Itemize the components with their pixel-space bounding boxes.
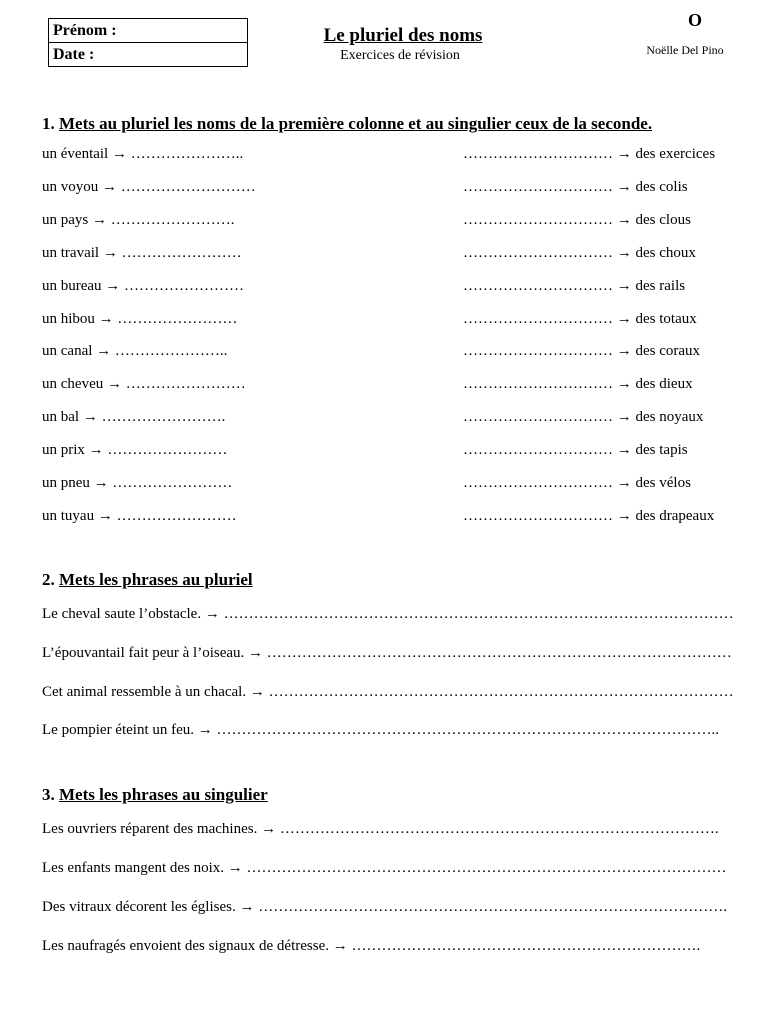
section1-heading: Mets au pluriel les noms de la première colonne et au singulier ceux de la seconde. [59, 114, 653, 133]
page-title: Le pluriel des noms [323, 25, 483, 46]
exercise-row [0, 376, 768, 396]
singular-item[interactable]: un hibou → …………………… [42, 311, 238, 327]
plural-item[interactable]: ………………………… → des dieux [463, 376, 693, 392]
plural-item[interactable]: ………………………… → des colis [463, 179, 688, 195]
date-field[interactable] [49, 42, 247, 66]
section1-number: 1. [42, 114, 55, 133]
exercise-row [0, 311, 768, 331]
exercise-row [0, 179, 768, 199]
section3-title [42, 785, 268, 805]
singular-item[interactable]: un canal → ………………….. [42, 343, 228, 359]
prenom-field[interactable] [49, 19, 247, 42]
exercise-row [0, 343, 768, 363]
plural-item[interactable]: ………………………… → des drapeaux [463, 508, 715, 524]
singular-item[interactable]: un bureau → …………………… [42, 278, 245, 294]
singular-item[interactable]: un pays → ……………………. [42, 212, 235, 228]
prenom-label: Prénom : [53, 22, 117, 39]
exercise-row [0, 508, 768, 528]
plural-item[interactable]: ………………………… → des exercices [463, 146, 716, 162]
section2-title [42, 570, 253, 590]
exercise-row [0, 409, 768, 429]
sentence-exercise[interactable]: Le pompier éteint un feu. → ……………………………………………………………………………………….. [42, 722, 720, 738]
plural-item[interactable]: ………………………… → des coraux [463, 343, 701, 359]
section3-heading: Mets les phrases au singulier [59, 785, 268, 804]
section3-number: 3. [42, 785, 55, 804]
section2-number: 2. [42, 570, 55, 589]
exercise-row [0, 278, 768, 298]
singular-item[interactable]: un éventail → ………………….. [42, 146, 244, 162]
singular-item[interactable]: un travail → …………………… [42, 245, 242, 261]
singular-item[interactable]: un voyou → ……………………… [42, 179, 256, 195]
plural-item[interactable]: ………………………… → des totaux [463, 311, 697, 327]
section1-title [42, 114, 652, 134]
plural-item[interactable]: ………………………… → des rails [463, 278, 686, 294]
section2-heading: Mets les phrases au pluriel [59, 570, 253, 589]
singular-item[interactable]: un bal → ……………………. [42, 409, 226, 425]
plural-item[interactable]: ………………………… → des vélos [463, 475, 691, 491]
exercise-row [0, 146, 768, 166]
singular-item[interactable]: un tuyau → …………………… [42, 508, 237, 524]
date-label: Date : [53, 46, 95, 63]
sentence-exercise[interactable]: Cet animal ressemble à un chacal. → ………………………………………………………………………………… [42, 684, 734, 700]
singular-item[interactable]: un cheveu → …………………… [42, 376, 246, 392]
page-subtitle: Exercices de révision [340, 48, 460, 63]
student-info-box [48, 18, 248, 67]
sentence-exercise[interactable]: Les enfants mangent des noix. → …………………………………………………………………………………… [42, 860, 727, 876]
plural-item[interactable]: ………………………… → des clous [463, 212, 691, 228]
sentence-exercise[interactable]: Les ouvriers réparent des machines. → ……………………………………………………………………………. [42, 821, 719, 837]
exercise-row [0, 245, 768, 265]
exercise-row [0, 442, 768, 462]
plural-item[interactable]: ………………………… → des choux [463, 245, 696, 261]
singular-item[interactable]: un prix → …………………… [42, 442, 228, 458]
singular-item[interactable]: un pneu → …………………… [42, 475, 233, 491]
sentence-exercise[interactable]: Des vitraux décorent les églises. → …………………………………………………………………………………. [42, 899, 727, 915]
plural-item[interactable]: ………………………… → des noyaux [463, 409, 704, 425]
sentence-exercise[interactable]: Les naufragés envoient des signaux de détresse. → ……………………………………………………………. [42, 938, 701, 954]
plural-item[interactable]: ………………………… → des tapis [463, 442, 688, 458]
sentence-exercise[interactable]: Le cheval saute l’obstacle. → ………………………………………………………………………………………… [42, 606, 734, 622]
exercise-row [0, 475, 768, 495]
sentence-exercise[interactable]: L’épouvantail fait peur à l’oiseau. → ………………………………………………………………………………… [42, 645, 732, 661]
corner-mark: O [687, 10, 702, 30]
exercise-row [0, 212, 768, 232]
author-name: Noëlle Del Pino [646, 43, 724, 57]
